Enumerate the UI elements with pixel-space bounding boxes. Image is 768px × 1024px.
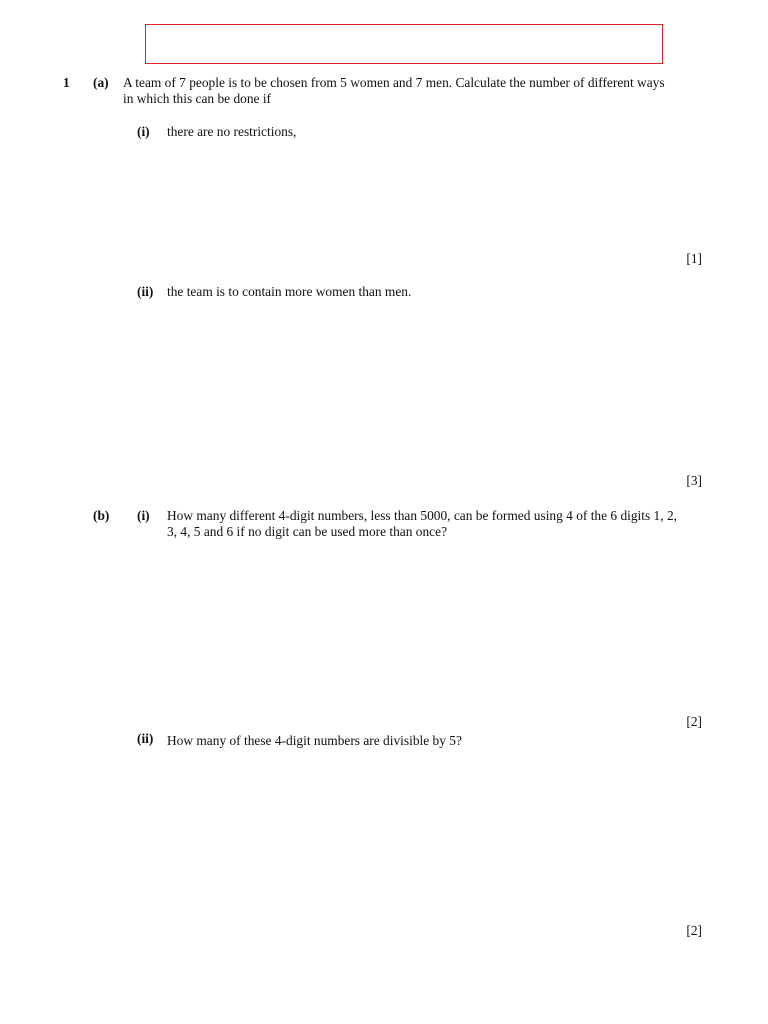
part-b-ii-text: How many of these 4-digit numbers are divisible by 5? xyxy=(167,733,462,748)
header-box xyxy=(145,24,663,64)
part-b-i-text-line2: 3, 4, 5 and 6 if no digit can be used more than once? xyxy=(167,524,448,539)
question-number: 1 xyxy=(63,75,70,90)
part-a-i-label: (i) xyxy=(137,124,150,139)
part-b-i-text-line1: How many different 4-digit numbers, less than 5000, can be formed using 4 of the 6 digits 1, 2, xyxy=(167,508,677,523)
part-b-label: (b) xyxy=(93,508,110,523)
part-a-i-marks: [1] xyxy=(686,251,702,266)
part-b-i-marks: [2] xyxy=(686,714,702,729)
part-b-ii-marks: [2] xyxy=(686,923,702,938)
part-a-stem-line2: in which this can be done if xyxy=(123,91,272,106)
part-b-i-label: (i) xyxy=(137,508,150,523)
part-b-ii-label: (ii) xyxy=(137,731,154,746)
part-a-ii-marks: [3] xyxy=(686,473,702,488)
part-a-ii-label: (ii) xyxy=(137,284,154,299)
part-a-i-text: there are no restrictions, xyxy=(167,124,297,139)
part-a-label: (a) xyxy=(93,75,109,90)
part-a-ii-text: the team is to contain more women than men. xyxy=(167,284,412,299)
part-a-stem-line1: A team of 7 people is to be chosen from 5 women and 7 men. Calculate the number of different ways xyxy=(123,75,665,90)
